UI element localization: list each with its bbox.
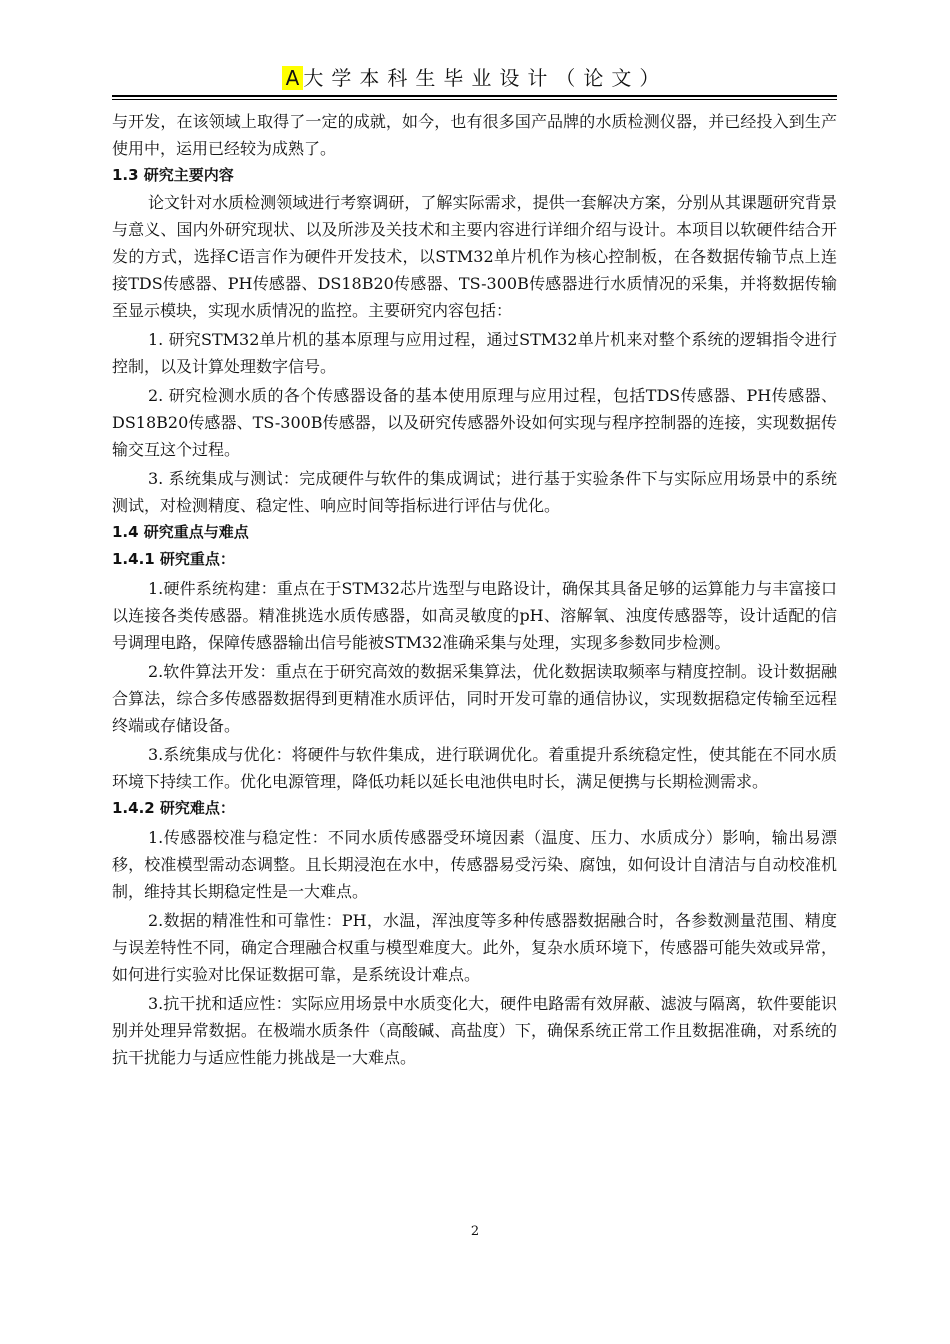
difficulty-2: 2.数据的精准性和可靠性：PH，水温，浑浊度等多种传感器数据融合时，各参数测量范围、精度与误差特性不同，确定合理融合权重与模型难度大。此外，复杂水质环境下，传感器可能失效或异常，如何进行实验对比保证数据可靠，是系统设计难点。 xyxy=(112,911,837,984)
key-point-2: 2.软件算法开发：重点在于研究高效的数据采集算法，优化数据读取频率与精度控制。设计数据融合算法，综合多传感器数据得到更精准水质评估，同时开发可靠的通信协议，实现数据稳定传输至远程终端或存储设备。 xyxy=(112,662,837,735)
subsection-heading-1-4-2: 1.4.2 研究难点： xyxy=(112,799,235,817)
subsection-heading-1-4-1: 1.4.1 研究重点： xyxy=(112,550,235,568)
difficulty-3: 3.抗干扰和适应性：实际应用场景中水质变化大，硬件电路需有效屏蔽、滤波与隔离，软件要能识别并处理异常数据。在极端水质条件（高酸碱、高盐度）下，确保系统正常工作且数据准确，对系统的抗干扰能力与适应性能力挑战是一大难点。 xyxy=(112,994,837,1067)
paragraph-intro: 与开发，在该领域上取得了一定的成就，如今，也有很多国产品牌的水质检测仪器，并已经投入到生产使用中，运用已经较为成熟了。 xyxy=(112,112,837,158)
list-item-2: 2. 研究检测水质的各个传感器设备的基本使用原理与应用过程，包括TDS传感器、PH传感器、DS18B20传感器、TS-300B传感器，以及研究传感器外设如何实现与程序控制器的连接，实现数据传输交互这个过程。 xyxy=(112,386,837,459)
header-title: 大学本科生毕业设计（论文） xyxy=(303,66,668,90)
header-prefix: A xyxy=(282,66,304,90)
section-heading-1-4: 1.4 研究重点与难点 xyxy=(112,523,249,541)
key-point-3: 3.系统集成与优化：将硬件与软件集成，进行联调优化。着重提升系统稳定性，使其能在不同水质环境下持续工作。优化电源管理，降低功耗以延长电池供电时长，满足便携与长期检测需求。 xyxy=(112,745,837,791)
header-rule-thin xyxy=(112,99,837,100)
list-item-3: 3. 系统集成与测试：完成硬件与软件的集成调试；进行基于实验条件下与实际应用场景中的系统测试，对检测精度、稳定性、响应时间等指标进行评估与优化。 xyxy=(112,469,837,515)
page-header xyxy=(112,62,837,94)
key-point-1: 1.硬件系统构建：重点在于STM32芯片选型与电路设计，确保其具备足够的运算能力与丰富接口以连接各类传感器。精准挑选水质传感器，如高灵敏度的pH、溶解氧、浊度传感器等，设计适配的信号调理电路，保障传感器输出信号能被STM32准确采集与处理，实现多参数同步检测。 xyxy=(112,579,837,652)
page-number: 2 xyxy=(470,1224,480,1239)
section-heading-1-3: 1.3 研究主要内容 xyxy=(112,166,234,184)
list-item-1: 1. 研究STM32单片机的基本原理与应用过程，通过STM32单片机来对整个系统的逻辑指令进行控制，以及计算处理数字信号。 xyxy=(112,330,837,376)
header-rule xyxy=(112,95,837,97)
document-body xyxy=(112,108,837,1071)
difficulty-1: 1.传感器校准与稳定性：不同水质传感器受环境因素（温度、压力、水质成分）影响，输出易漂移，校准模型需动态调整。且长期浸泡在水中，传感器易受污染、腐蚀，如何设计自清洁与自动校准机制，维持其长期稳定性是一大难点。 xyxy=(112,828,837,901)
paragraph-research-content: 论文针对水质检测领域进行考察调研，了解实际需求，提供一套解决方案，分别从其课题研究背景与意义、国内外研究现状、以及所涉及关技术和主要内容进行详细介绍与设计。本项目以软硬件结合开发的方式，选择C语言作为硬件开发技术，以STM32单片机作为核心控制板，在各数据传输节点上连接TDS传感器、PH传感器、DS18B20传感器、TS-300B传感器进行水质情况的采集，并将数据传输至显示模块，实现水质情况的监控。主要研究内容包括： xyxy=(112,193,837,320)
